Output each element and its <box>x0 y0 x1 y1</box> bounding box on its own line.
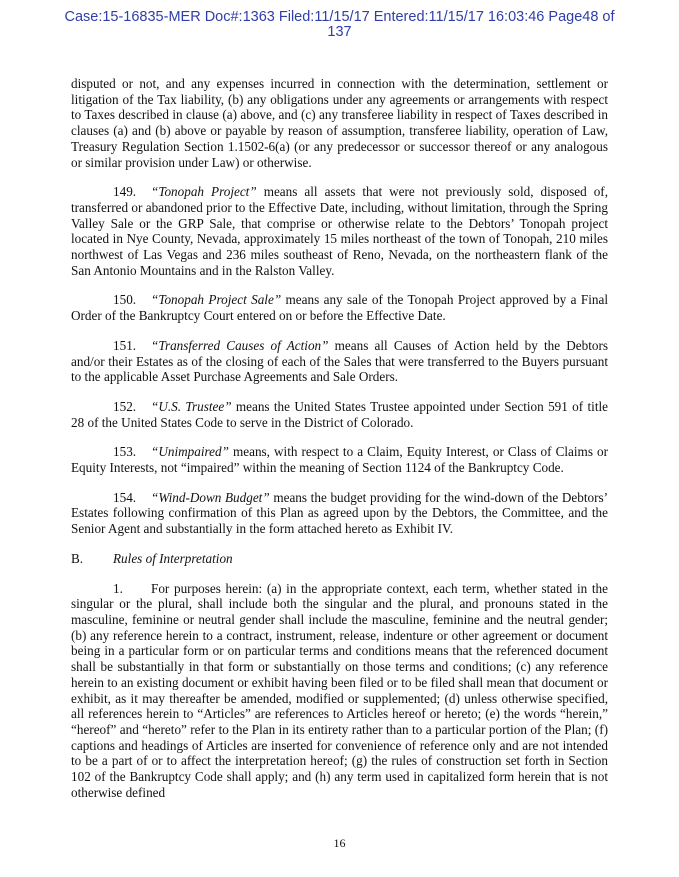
case-header-line1: Case:15-16835-MER Doc#:1363 Filed:11/15/17 Entered:11/15/17 16:03:46 Page48 of <box>64 9 615 25</box>
defined-term: “U.S. Trustee” <box>151 398 232 414</box>
definition-text: means any sale of the Tonopah Project approved by a Final Order of the Bankruptcy Court entered on or before the Effective Date. <box>71 292 608 324</box>
rule-1 <box>71 581 608 801</box>
rule-text: For purposes herein: (a) in the appropriate context, each term, whether stated in the singular or the plural, shall include both the singular and the plural, and pronouns stated in the masculine, feminine or neutral gender shall include the masculine, feminine and the neutral gender; (b) any reference herein to a contract, instrument, release, indenture or other agreement or document being in a particular form or on particular terms and conditions means that the referenced document shall be substantially in that form or substantially on those terms and conditions; (c) any reference herein to an existing document or exhibit having been filed or to be filed shall mean that document or exhibit, as it may thereafter be amended, modified or supplemented; (d) unless otherwise specified, all references herein to “Articles” are references to Articles hereof or hereto; (e) the words “herein,” “hereof” and “hereto” refer to the Plan in its entirety rather than to a particular portion of the Plan; (f) captions and headings of Articles are inserted for convenience of reference only and are not intended to be a part of or to affect the interpretation hereof; (g) the rules of construction set forth in Section 102 of the Bankruptcy Code shall apply; and (h) any term used in capitalized form herein that is not otherwise defined <box>71 580 608 800</box>
definition-number: 150. <box>113 292 137 308</box>
section-title: Rules of Interpretation <box>113 550 233 566</box>
defined-term: “Wind-Down Budget” <box>151 489 270 505</box>
definition-text: means, with respect to a Claim, Equity Interest, or Class of Claims or Equity Interests, not “impaired” within the meaning of Section 1124 of the Bankruptcy Code. <box>71 444 608 476</box>
definition-152 <box>71 399 608 430</box>
section-heading <box>71 551 608 567</box>
definition-150 <box>71 292 608 323</box>
definition-text: means all assets that were not previously sold, disposed of, transferred or abandoned prior to the Effective Date, including, without limitation, through the Spring Valley Sale or the GRP Sale, that comprise or otherwise relate to the Debtors’ Tonopah project located in Nye County, Nevada, approximately 15 miles northeast of the town of Tonopah, 210 miles northwest of Las Vegas and 236 miles southeast of Reno, Nevada, on the northeastern flank of the San Antonio Mountains and in the Ralston Valley. <box>71 184 608 278</box>
definition-153 <box>71 444 608 475</box>
definition-number: 149. <box>113 184 137 200</box>
definition-154 <box>71 490 608 537</box>
case-header-line2: 137 <box>327 24 352 40</box>
defined-term: “Tonopah Project” <box>151 184 257 200</box>
section-letter: B. <box>71 550 84 566</box>
defined-term: “Tonopah Project Sale” <box>151 292 282 308</box>
definition-number: 153. <box>113 444 137 460</box>
definition-text: means all Causes of Action held by the Debtors and/or their Estates as of the closing of each of the Sales that were transferred to the Buyers pursuant to the applicable Asset Purchase Agreements and Sale Orders. <box>71 337 609 385</box>
page-number: 16 <box>333 836 346 850</box>
definition-number: 152. <box>113 398 137 414</box>
definition-text: means the budget providing for the wind-down of the Debtors’ Estates following confirmation of this Plan as agreed upon by the Debtors, the Committee, and the Senior Agent and substantially in the form attached hereto as Exhibit IV. <box>71 489 608 537</box>
defined-term: “Transferred Causes of Action” <box>151 337 329 353</box>
continuation-paragraph: disputed or not, and any expenses incurred in connection with the determination, settlement or litigation of the Tax liability, (b) any obligations under any agreements or arrangements with respect to Taxes described in clause (a) above, and (c) any transferee liability in respect of Taxes described in clauses (a) and (b) above or payable by reason of assumption, transferee liability, operation of Law, Treasury Regulation Section 1.1502-6(a) (or any predecessor or successor thereof or any analogous or similar provision under Law) or otherwise. <box>71 76 608 170</box>
case-header <box>0 10 679 40</box>
rule-number: 1. <box>113 580 123 596</box>
definition-149 <box>71 184 608 278</box>
definition-text: means the United States Trustee appointed under Section 591 of title 28 of the United States Code to serve in the District of Colorado. <box>71 398 608 430</box>
document-body <box>71 76 608 814</box>
definition-number: 151. <box>113 337 137 353</box>
definition-number: 154. <box>113 489 137 505</box>
defined-term: “Unimpaired” <box>151 444 229 460</box>
definition-151 <box>71 338 608 385</box>
